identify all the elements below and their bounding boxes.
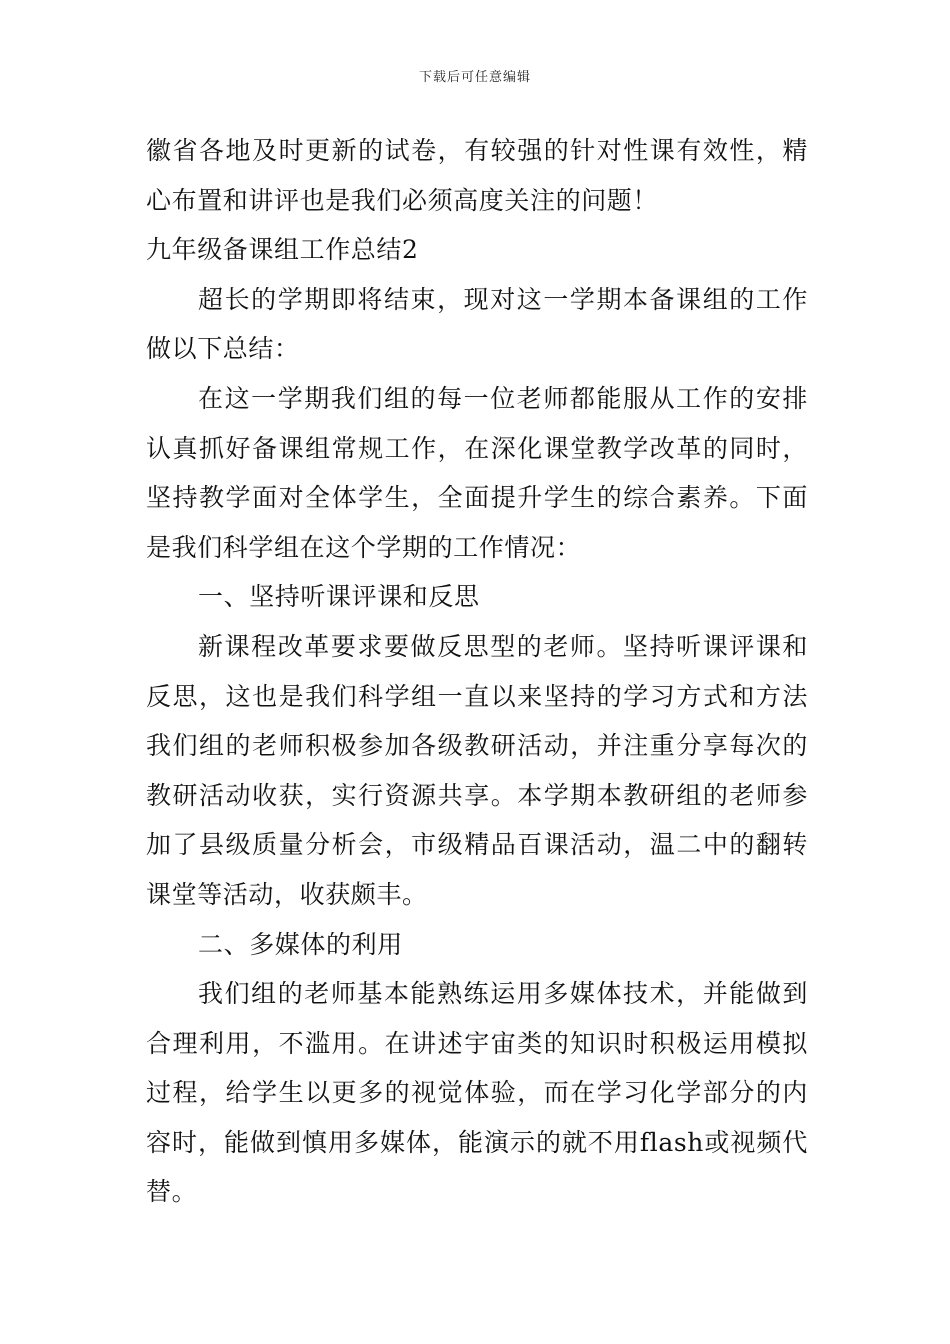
heading-multimedia: 二、多媒体的利用 bbox=[198, 929, 403, 959]
section-title: 九年级备课组工作总结2 bbox=[146, 235, 419, 265]
paragraph-continuation: 徽省各地及时更新的试卷，有较强的针对性课有效性，精心布置和讲评也是我们必须高度关注的问题！ bbox=[146, 136, 808, 215]
document-body bbox=[146, 126, 808, 1217]
paragraph-reflection: 新课程改革要求要做反思型的老师。坚持听课评课和反思，这也是我们科学组一直以来坚持的学习方式和方法我们组的老师积极参加各级教研活动，并注重分享每次的教研活动收获，实行资源共享。本学期本教研组的老师参加了县级质量分析会，市级精品百课活动，温二中的翻转课堂等活动，收获颇丰。 bbox=[146, 631, 808, 909]
paragraph-intro: 超长的学期即将结束，现对这一学期本备课组的工作做以下总结： bbox=[146, 284, 808, 364]
paragraph-overview: 在这一学期我们组的每一位老师都能服从工作的安排认真抓好备课组常规工作，在深化课堂教学改革的同时，坚持教学面对全体学生，全面提升学生的综合素养。下面是我们科学组在这个学期的工作情况： bbox=[146, 383, 808, 562]
paragraph-multimedia: 我们组的老师基本能熟练运用多媒体技术，并能做到合理利用，不滥用。在讲述宇宙类的知识时积极运用模拟过程，给学生以更多的视觉体验，而在学习化学部分的内容时，能做到慎用多媒体，能演示的就不用flash或视频代替。 bbox=[146, 979, 808, 1207]
heading-listening-evaluation: 一、坚持听课评课和反思 bbox=[198, 582, 480, 612]
header-note: 下载后可任意编辑 bbox=[418, 70, 531, 85]
